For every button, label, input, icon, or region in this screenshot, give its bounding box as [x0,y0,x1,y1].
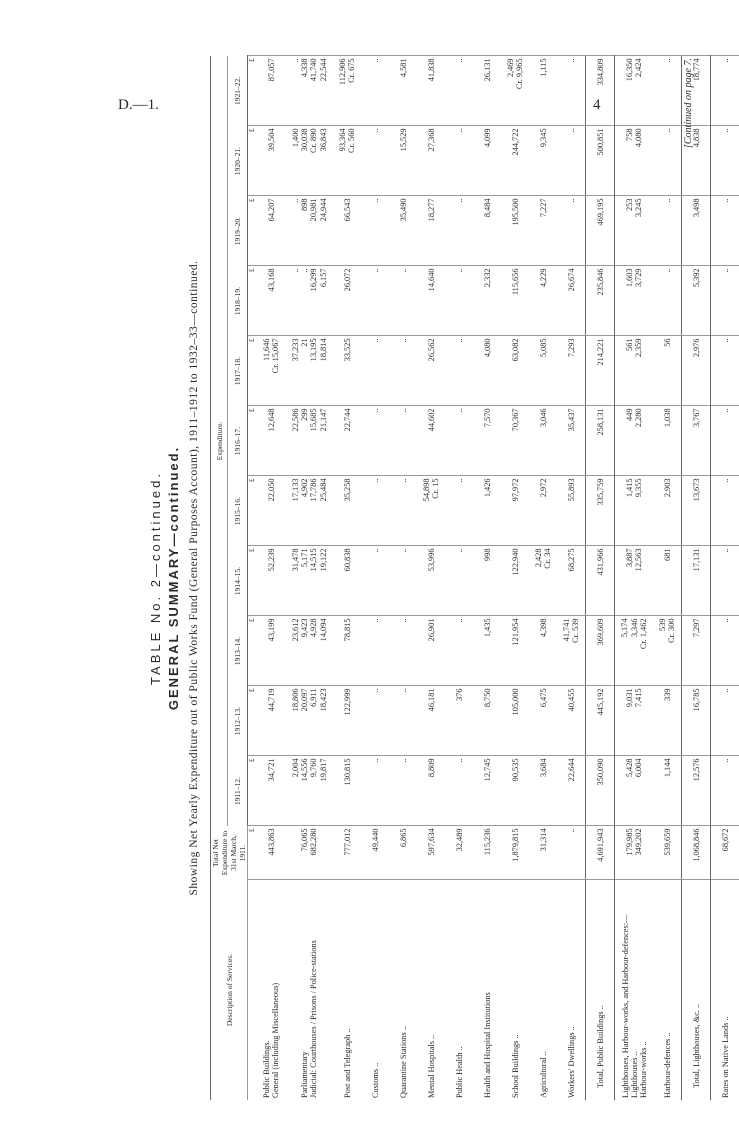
value-cell: .. [557,826,586,880]
value-cell: 43,168 [257,266,285,336]
row-label: Customs .. [361,880,389,1100]
value-cell: 539 Cr. 300 [653,616,682,686]
row-label: Parliamentary Judicial: Courthouses / Prisons / Police-stations [285,880,333,1100]
table-row [389,56,417,1100]
unit-cell: £ [248,616,258,686]
value-cell: 22,586 299 15,685 21,147 [285,406,333,476]
total-row [682,56,711,1100]
expenditure-table [210,55,739,1100]
value-cell: 1,435 [473,616,501,686]
value-cell: 4,838 [682,126,711,196]
row-label: Health and Hospital Institutions [473,880,501,1100]
value-cell: .. [445,756,473,826]
value-cell: 369,609 [586,616,615,686]
row-label: Total, Public Buildings .. [586,880,615,1100]
header-year: 1913–14. [228,616,248,686]
header-year: 1914–15. [228,546,248,616]
value-cell: 179,985 349,202 [615,826,654,880]
value-cell: 122,940 [501,546,529,616]
value-cell: 2,428 Cr. 34 [529,546,557,616]
table-row [257,56,285,1100]
value-cell: .. [711,406,739,476]
value-cell: .. [445,126,473,196]
header-year: 1920–21. [228,126,248,196]
value-cell: .. [361,546,389,616]
value-cell: 63,082 [501,336,529,406]
value-cell: 350,090 [586,756,615,826]
value-cell: 7,293 [557,336,586,406]
table-row [615,56,654,1100]
row-label: Lighthouses, Harbour-works, and Harbour-defences:— Lighthouses .. Harbour-works .. [615,880,654,1100]
value-cell: .. [711,196,739,266]
value-cell: .. [445,476,473,546]
value-cell: .. 898 20,981 24,944 [285,196,333,266]
unit-cell: £ [248,686,258,756]
value-cell: 112,906 Cr. 675 [333,56,361,126]
unit-cell: £ [248,56,258,126]
header-year: 1918–19. [228,266,248,336]
value-cell: 1,068,846 [682,826,711,880]
value-cell: .. [361,686,389,756]
value-cell: 3,684 [529,756,557,826]
value-cell: 22,050 [257,476,285,546]
table-row [285,56,333,1100]
value-cell: 23,612 9,423 4,928 14,094 [285,616,333,686]
table-subtitle: GENERAL SUMMARY—continued. [166,445,181,711]
value-cell: 46,181 [417,686,445,756]
value-cell: 1,415 9,355 [615,476,654,546]
row-label: Harbour-defences .. [653,880,682,1100]
row-label: Post and Telegraph .. [333,880,361,1100]
value-cell: 3,498 [682,196,711,266]
value-cell: 1,426 [473,476,501,546]
value-cell: 4,581 [389,56,417,126]
value-cell: 49,440 [361,826,389,880]
value-cell: 443,863 [257,826,285,880]
row-label: School Buildings .. [501,880,529,1100]
value-cell: 39,504 [257,126,285,196]
value-cell: 7,297 [682,616,711,686]
value-cell: 244,722 [501,126,529,196]
value-cell: .. [361,756,389,826]
value-cell: .. [361,266,389,336]
value-cell: 90,535 [501,756,529,826]
row-label: Agricultural .. [529,880,557,1100]
value-cell: 376 [445,686,473,756]
value-cell: 122,999 [333,686,361,756]
value-cell: .. [557,196,586,266]
value-cell: 2,976 [682,336,711,406]
value-cell: .. [389,546,417,616]
row-label: Mental Hospitals .. [417,880,445,1100]
value-cell: 431,966 [586,546,615,616]
value-cell: 35,490 [389,196,417,266]
value-cell: .. [653,266,682,336]
value-cell: 66,543 [333,196,361,266]
value-cell: 195,500 [501,196,529,266]
value-cell: 26,131 [473,56,501,126]
value-cell: 500,851 [586,126,615,196]
value-cell: 777,012 [333,826,361,880]
value-cell: 105,000 [501,686,529,756]
value-cell: 35,437 [557,406,586,476]
header-year: 1915–16. [228,476,248,546]
value-cell: .. .. 16,299 6,157 [285,266,333,336]
value-cell: 2,469 Cr. 9,965 [501,56,529,126]
value-cell: 35,258 [333,476,361,546]
value-cell: 76,065 682,280 [285,826,333,880]
value-cell: 43,199 [257,616,285,686]
value-cell: 97,972 [501,476,529,546]
value-cell: .. [361,126,389,196]
header-year: 1911–12. [228,756,248,826]
value-cell: .. [711,756,739,826]
value-cell: 130,815 [333,756,361,826]
value-cell: 445,192 [586,686,615,756]
value-cell: 334,809 [586,56,615,126]
unit-cell: £ [248,476,258,546]
unit-cell: £ [248,756,258,826]
value-cell: 6,865 [389,826,417,880]
value-cell: 4,080 [473,336,501,406]
value-cell: .. [361,56,389,126]
table-row [557,56,586,1100]
table-row [361,56,389,1100]
value-cell: 56 [653,336,682,406]
value-cell: 26,674 [557,266,586,336]
value-cell: 1,144 [653,756,682,826]
value-cell: 2,004 14,556 9,760 19,817 [285,756,333,826]
value-cell: 17,133 4,902 17,786 25,484 [285,476,333,546]
value-cell: 758 4,080 [615,126,654,196]
header-total: Total Net Expenditure to 31st March, 1911. [211,826,248,880]
value-cell: 31,314 [529,826,557,880]
value-cell: 539,659 [653,826,682,880]
value-cell: .. [711,686,739,756]
value-cell: 1,038 [653,406,682,476]
value-cell: 998 [473,546,501,616]
value-cell: 12,576 [682,756,711,826]
unit-cell: £ [248,126,258,196]
value-cell: 4,099 [473,126,501,196]
value-cell: .. [445,616,473,686]
value-cell: .. [389,266,417,336]
value-cell: 15,529 [389,126,417,196]
table-title: TABLE No. 2—continued. [148,471,163,685]
value-cell: 1,879,815 [501,826,529,880]
value-cell: 5,392 [682,266,711,336]
value-cell: .. [361,406,389,476]
rotated-table-block [148,56,730,1100]
table-row [653,56,682,1100]
value-cell: 1,603 3,729 [615,266,654,336]
continued-note: [Continued on page 7. [683,58,694,148]
value-cell: 681 [653,546,682,616]
value-cell: 5,174 3,346 Cr. 1,462 [615,616,654,686]
value-cell: 3,046 [529,406,557,476]
value-cell: 78,815 [333,616,361,686]
value-cell: 253 3,245 [615,196,654,266]
table-row [711,56,739,1100]
value-cell: 8,750 [473,686,501,756]
table-row [473,56,501,1100]
value-cell: 18,806 20,097 6,911 18,423 [285,686,333,756]
value-cell: 33,525 [333,336,361,406]
value-cell: 4,398 [529,616,557,686]
value-cell: .. [361,336,389,406]
value-cell: 258,131 [586,406,615,476]
page-ref-left: D.—1. [118,97,159,113]
value-cell: 449 2,280 [615,406,654,476]
value-cell: 64,207 [257,196,285,266]
header-year: 1912–13. [228,686,248,756]
value-cell: 26,072 [333,266,361,336]
value-cell: 214,221 [586,336,615,406]
value-cell: 52,239 [257,546,285,616]
value-cell: 87,057 [257,56,285,126]
value-cell: 27,368 [417,126,445,196]
value-cell: 44,602 [417,406,445,476]
value-cell: .. [445,546,473,616]
unit-cell: £ [248,826,258,880]
value-cell: .. [711,336,739,406]
value-cell: .. [445,336,473,406]
value-cell: 53,996 [417,546,445,616]
value-cell: 1,400 30,038 Cr. 890 36,843 [285,126,333,196]
value-cell: 5,428 6,004 [615,756,654,826]
value-cell: .. [711,546,739,616]
value-cell: 597,634 [417,826,445,880]
value-cell: 14,640 [417,266,445,336]
row-label: Public Buildings. General (including Miscellaneous) [257,880,285,1100]
unit-row-label [248,880,258,1100]
value-cell: .. [389,756,417,826]
value-cell: 469,195 [586,196,615,266]
value-cell: 121,954 [501,616,529,686]
row-label: Public Health .. [445,880,473,1100]
unit-cell: £ [248,406,258,476]
value-cell: 7,227 [529,196,557,266]
value-cell: .. [711,616,739,686]
value-cell: 13,673 [682,476,711,546]
value-cell: .. [389,686,417,756]
value-cell: .. [389,406,417,476]
header-year: 1916–17. [228,406,248,476]
value-cell: .. [445,196,473,266]
header-year: 1917–18. [228,336,248,406]
row-label: Quarantine Stations .. [389,880,417,1100]
value-cell: 60,838 [333,546,361,616]
value-cell: 41,741 Cr. 539 [557,616,586,686]
value-cell: 12,648 [257,406,285,476]
value-cell: 9,031 7,415 [615,686,654,756]
value-cell: 335,759 [586,476,615,546]
value-cell: 4,229 [529,266,557,336]
value-cell: .. [711,56,739,126]
value-cell: 93,364 Cr. 560 [333,126,361,196]
unit-cell: £ [248,336,258,406]
value-cell: .. [653,56,682,126]
value-cell: 115,236 [473,826,501,880]
value-cell: .. [361,476,389,546]
row-label: Rates on Native Lands .. [711,880,739,1100]
value-cell: 2,332 [473,266,501,336]
header-description: Description of Services. [211,880,248,1100]
table-row [445,56,473,1100]
unit-cell: £ [248,196,258,266]
unit-cell: £ [248,546,258,616]
value-cell: 44,719 [257,686,285,756]
value-cell: 561 2,359 [615,336,654,406]
value-cell: 339 [653,686,682,756]
value-cell: .. [389,616,417,686]
value-cell: 235,846 [586,266,615,336]
table-row [417,56,445,1100]
value-cell: .. [653,196,682,266]
value-cell: 18,774 [682,56,711,126]
row-label: Workers' Dwellings .. [557,880,586,1100]
value-cell: 16,350 2,424 [615,56,654,126]
value-cell: 2,972 [529,476,557,546]
value-cell: 2,903 [653,476,682,546]
value-cell: .. 4,338 41,740 22,544 [285,56,333,126]
value-cell: 54,898 Cr. 15 [417,476,445,546]
value-cell: 9,345 [529,126,557,196]
value-cell: .. [445,406,473,476]
value-cell: .. [389,336,417,406]
table-description: Showing Net Yearly Expenditure out of Public Works Fund (General Purposes Account), 1911–1912 to 1932–33—continued. [188,260,200,896]
value-cell: 12,745 [473,756,501,826]
value-cell: 16,785 [682,686,711,756]
value-cell: .. [389,476,417,546]
value-cell: .. [653,126,682,196]
value-cell: 7,570 [473,406,501,476]
value-cell: 11,646 Cr. 15,067 [257,336,285,406]
value-cell: 68,672 [711,826,739,880]
page-number: 4 [593,97,601,113]
header-year: 1921–22. [228,56,248,126]
value-cell: 4,691,943 [586,826,615,880]
table-row [529,56,557,1100]
value-cell: .. [445,56,473,126]
value-cell: 22,744 [333,406,361,476]
value-cell: .. [445,266,473,336]
header-expenditure: Expenditure. [211,56,228,826]
value-cell: 40,455 [557,686,586,756]
value-cell: 55,893 [557,476,586,546]
value-cell: 68,275 [557,546,586,616]
header-year: 1919–20. [228,196,248,266]
value-cell: .. [361,616,389,686]
value-cell: 8,484 [473,196,501,266]
value-cell: 17,131 [682,546,711,616]
value-cell: 41,838 [417,56,445,126]
value-cell: 37,233 21 13,195 18,814 [285,336,333,406]
row-label: Total, Lighthouses, &c. .. [682,880,711,1100]
value-cell: .. [711,126,739,196]
value-cell: 32,489 [445,826,473,880]
value-cell: 22,644 [557,756,586,826]
value-cell: 26,901 [417,616,445,686]
value-cell: .. [711,266,739,336]
value-cell: 70,367 [501,406,529,476]
total-row [586,56,615,1100]
value-cell: 5,085 [529,336,557,406]
value-cell: 1,115 [529,56,557,126]
value-cell: .. [557,56,586,126]
value-cell: 34,721 [257,756,285,826]
value-cell: 115,656 [501,266,529,336]
value-cell: .. [557,126,586,196]
table-row [501,56,529,1100]
value-cell: 26,562 [417,336,445,406]
unit-cell: £ [248,266,258,336]
value-cell: 3,767 [682,406,711,476]
value-cell: .. [361,196,389,266]
value-cell: .. [711,476,739,546]
table-row [333,56,361,1100]
value-cell: 18,277 [417,196,445,266]
value-cell: 6,475 [529,686,557,756]
value-cell: 3,887 12,563 [615,546,654,616]
value-cell: 31,478 5,171 14,515 19,122 [285,546,333,616]
value-cell: 8,809 [417,756,445,826]
